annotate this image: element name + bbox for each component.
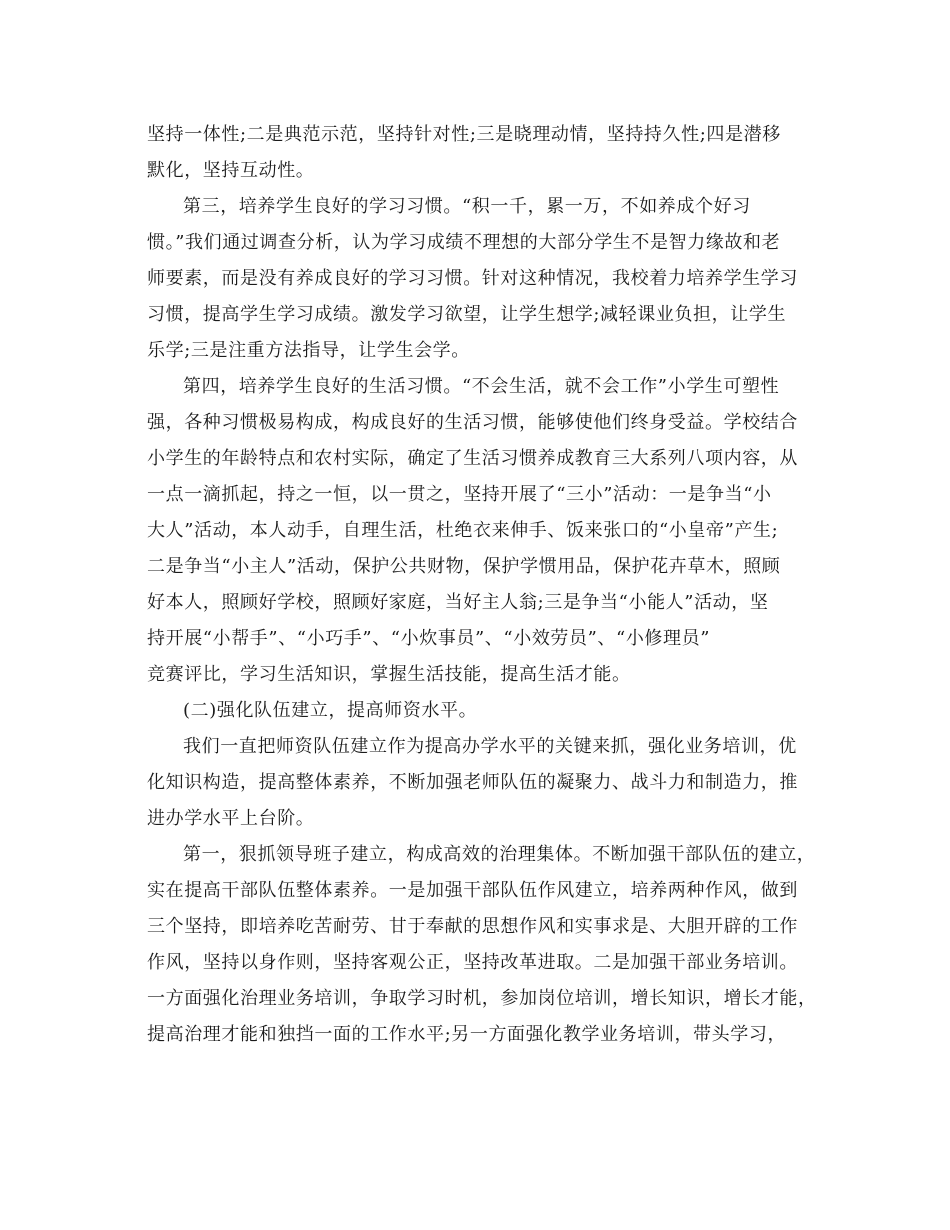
text-line: 三个坚持，即培养吃苦耐劳、甘于奉献的思想作风和实事求是、大胆开辟的工作 (147, 916, 798, 937)
text-line: 第一，狠抓领导班子建立，构成高效的治理集体。不断加强干部队伍的建立， (183, 844, 816, 865)
document-body (147, 117, 817, 1053)
text-line: 化知识构造，提高整体素养，不断加强老师队伍的凝聚力、战斗力和制造力，推 (147, 772, 798, 793)
text-line: (二)强化队伍建立，提高师资水平。 (183, 700, 478, 721)
text-line: 惯。”我们通过调查分析，认为学习成绩不理想的大部分学生不是智力缘故和老 (147, 232, 781, 253)
text-line: 习惯，提高学生学习成绩。激发学习欲望，让学生想学;减轻课业负担，让学生 (147, 304, 787, 325)
text-line: 二是争当“小主人”活动，保护公共财物，保护学惯用品，保护花卉草木，照顾 (147, 556, 781, 577)
text-line: 师要素，而是没有养成良好的学习习惯。针对这种情况，我校着力培养学生学习 (147, 268, 798, 289)
text-line: 乐学;三是注重方法指导，让学生会学。 (147, 340, 470, 361)
text-line: 进办学水平上台阶。 (147, 808, 315, 829)
text-line: 小学生的年龄特点和农村实际，确定了生活习惯养成教育三大系列八项内容，从 (147, 448, 798, 469)
text-line: 第三，培养学生良好的学习习惯。“积一千，累一万，不如养成个好习 (183, 196, 751, 217)
text-line: 一方面强化治理业务培训，争取学习时机，参加岗位培训，增长知识，增长才能， (147, 988, 817, 1009)
text-line: 提高治理才能和独挡一面的工作水平;另一方面强化教学业务培训，带头学习， (147, 1024, 787, 1045)
text-line: 持开展“小帮手”、“小巧手”、“小炊事员”、“小效劳员”、“小修理员” (147, 628, 711, 649)
text-line: 强，各种习惯极易构成，构成良好的生活习惯，能够使他们终身受益。学校结合 (147, 412, 798, 433)
text-line: 作风，坚持以身作则，坚持客观公正，坚持改革进取。二是加强干部业务培训。 (147, 952, 798, 973)
text-line: 实在提高干部队伍整体素养。一是加强干部队伍作风建立，培养两种作风，做到 (147, 880, 798, 901)
text-line: 坚持一体性;二是典范示范，坚持针对性;三是晓理动情，坚持持久性;四是潜移 (147, 124, 781, 145)
text-line: 一点一滴抓起，持之一恒，以一贯之，坚持开展了“三小”活动：一是争当“小 (147, 484, 772, 505)
text-line: 默化，坚持互动性。 (147, 160, 315, 181)
text-line: 竞赛评比，学习生活知识，掌握生活技能，提高生活才能。 (147, 664, 631, 685)
text-line: 第四，培养学生良好的生活习惯。“不会生活，就不会工作”小学生可塑性 (183, 376, 780, 397)
text-line: 我们一直把师资队伍建立作为提高办学水平的关键来抓，强化业务培训，优 (183, 736, 797, 757)
text-line: 大人”活动，本人动手，自理生活，杜绝衣来伸手、饭来张口的“小皇帝”产生; (147, 520, 779, 541)
text-line: 好本人，照顾好学校，照顾好家庭，当好主人翁;三是争当“小能人”活动，坚 (147, 592, 769, 613)
